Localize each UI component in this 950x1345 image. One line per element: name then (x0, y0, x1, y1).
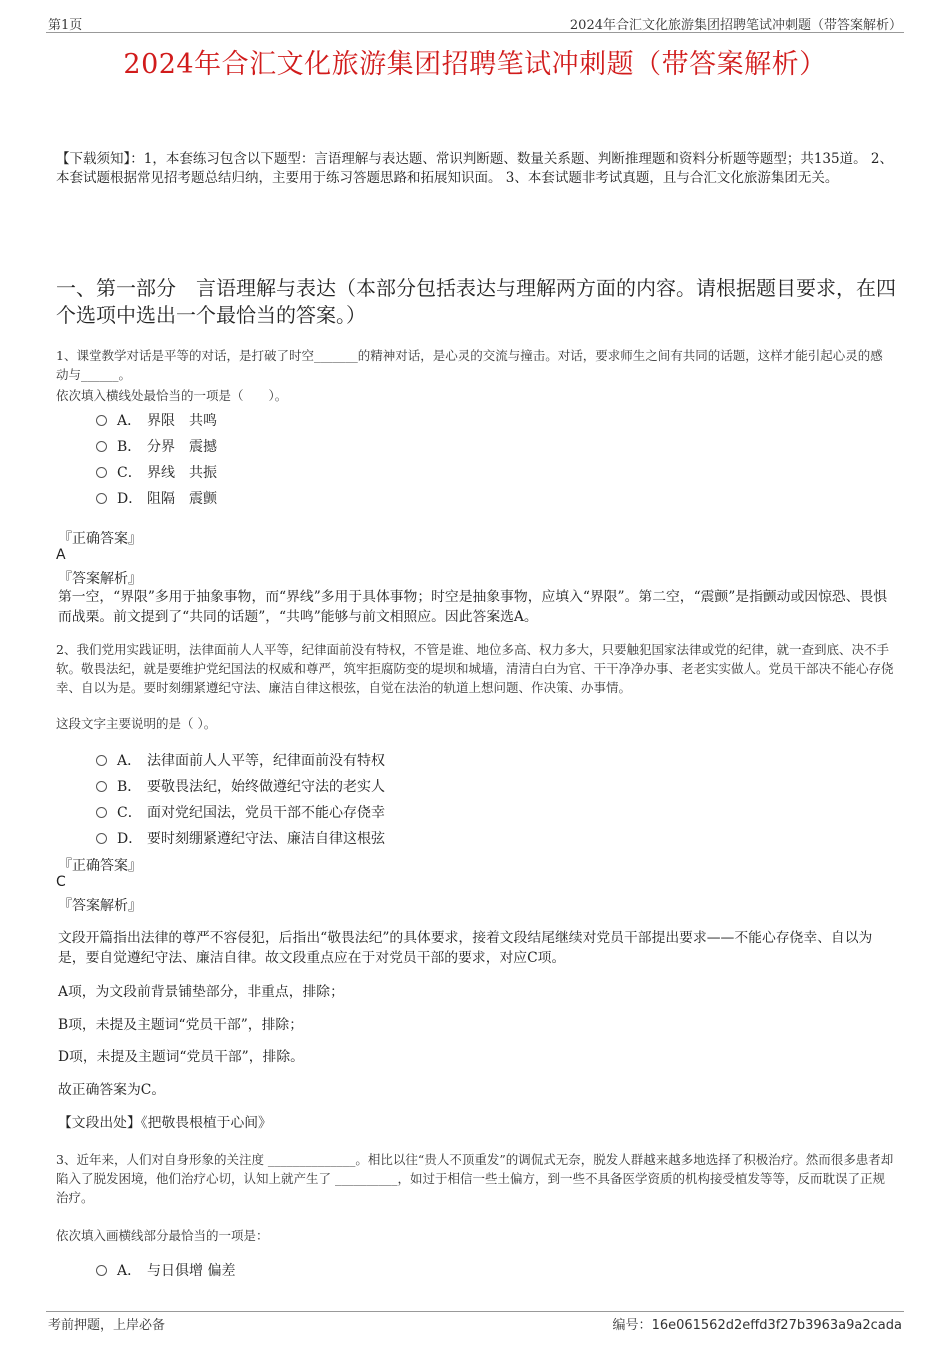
footer-code (613, 1314, 902, 1333)
q1-option-b[interactable] (96, 436, 217, 456)
option-text: 界线 共振 (147, 465, 217, 481)
option-text: 界限 共鸣 (147, 413, 217, 429)
option-letter: B． (117, 439, 142, 455)
footer-code-value: 16e061562d2effd3f27b3963a9a2cada (651, 1318, 902, 1333)
q2-analysis-line-a: A项，为文段前背景铺垫部分，非重点，排除； (58, 984, 344, 1000)
radio-icon[interactable] (96, 493, 107, 504)
option-text: 面对党纪国法，党员干部不能心存侥幸 (147, 805, 385, 821)
q1-analysis: 第一空，“界限”多用于抽象事物，而“界线”多用于具体事物；时空是抽象事物，应填入“界限”。第二空，“震颤”是指颤动或因惊恐、畏惧而战栗。前文提到了“共同的话题”，“共鸣”能够与前文相照应。因此答案选A。 (58, 589, 888, 625)
radio-icon[interactable] (96, 1265, 107, 1276)
footer-code-label: 编号： (612, 1318, 652, 1333)
q2-answer-tag: 『正确答案』 (58, 858, 142, 874)
radio-icon[interactable] (96, 467, 107, 478)
q2-stem: 2、我们党用实践证明，法律面前人人平等，纪律面前没有特权，不管是谁、地位多高、权力多大，只要触犯国家法律或党的纪律，就一查到底、决不手软。敬畏法纪，就是要维护党纪国法的权威和尊严，筑牢拒腐防变的堤坝和城墙，清清白白为官、干干净净办事、老老实实做人。党员干部决不能心存侥幸、自以为是。要时刻绷紧遵纪守法、廉洁自律这根弦，自觉在法治的轨道上想问题、作决策、办事情。 (56, 642, 894, 695)
q1-option-d[interactable] (96, 488, 217, 508)
q1-option-a[interactable] (96, 410, 217, 430)
section-heading: 一、第一部分 言语理解与表达（本部分包括表达与理解两方面的内容。请根据题目要求，在四个选项中选出一个最恰当的答案。） (56, 276, 896, 327)
header-rule (46, 32, 904, 33)
option-letter: D． (117, 491, 143, 507)
radio-icon[interactable] (96, 781, 107, 792)
q1-answer-tag: 『正确答案』 (58, 531, 142, 547)
option-letter: A． (117, 413, 142, 429)
q2-analysis-conclusion: 故正确答案为C。 (58, 1082, 166, 1098)
option-letter: B． (117, 779, 142, 795)
q2-option-d[interactable] (96, 828, 385, 848)
option-text: 阻隔 震颤 (147, 491, 217, 507)
q2-analysis-tag: 『答案解析』 (58, 898, 142, 914)
radio-icon[interactable] (96, 415, 107, 426)
radio-icon[interactable] (96, 755, 107, 766)
q1-analysis-tag: 『答案解析』 (58, 571, 142, 587)
header-doc-title: 2024年合汇文化旅游集团招聘笔试冲刺题（带答案解析） (569, 18, 902, 33)
q2-analysis-line-d: D项，未提及主题词“党员干部”，排除。 (58, 1049, 304, 1065)
radio-icon[interactable] (96, 441, 107, 452)
q1-answer: A (56, 547, 66, 563)
option-text: 分界 震撼 (147, 439, 217, 455)
q2-analysis-line-b: B项，未提及主题词“党员干部”，排除； (58, 1017, 303, 1033)
document-title: 2024年合汇文化旅游集团招聘笔试冲刺题（带答案解析） (123, 49, 827, 80)
download-notice: 【下载须知】：1，本套练习包含以下题型：言语理解与表达题、常识判断题、数量关系题、判断推理题和资料分析题等题型；共135道。 2、本套试题根据常见招考题总结归纳，主要用于练习答题思路和拓展知识面。 3、本套试题非考试真题，且与合汇文化旅游集团无关。 (56, 151, 893, 186)
radio-icon[interactable] (96, 807, 107, 818)
radio-icon[interactable] (96, 833, 107, 844)
option-text: 与日俱增 偏差 (147, 1263, 236, 1279)
q2-source: 【文段出处】《把敬畏根植于心间》 (58, 1115, 272, 1131)
option-text: 要时刻绷紧遵纪守法、廉洁自律这根弦 (147, 831, 385, 847)
option-letter: C． (117, 465, 142, 481)
option-letter: D． (117, 831, 143, 847)
q2-option-c[interactable] (96, 802, 385, 822)
q1-prompt: 依次填入横线处最恰当的一项是（ ）。 (56, 388, 288, 403)
q2-analysis: 文段开篇指出法律的尊严不容侵犯，后指出“敬畏法纪”的具体要求，接着文段结尾继续对党员干部提出要求——不能心存侥幸、自以为是，要自觉遵纪守法、廉洁自律。故文段重点应在于对党员干部的要求，对应C项。 (58, 930, 873, 966)
option-text: 要敬畏法纪，始终做遵纪守法的老实人 (147, 779, 385, 795)
option-letter: C． (117, 805, 142, 821)
q3-stem: 3、近年来，人们对自身形象的关注度 ______________。相比以往“贵人不顶重发”的调侃式无奈，脱发人群越来越多地选择了积极治疗。然而很多患者却陷入了脱发困境，他们治疗心切，认知上就产生了 __________，如过于相信一些土偏方，到一些不具备医学资质的机构接受植发等等，反而耽误了正规治疗。 (56, 1152, 894, 1205)
q1-stem: 1、课堂教学对话是平等的对话，是打破了时空_______的精神对话，是心灵的交流与撞击。对话，要求师生之间有共同的话题，这样才能引起心灵的感动与______。 (56, 348, 883, 382)
option-letter: A． (117, 1263, 142, 1279)
q3-prompt: 依次填入画横线部分最恰当的一项是： (56, 1228, 269, 1243)
q1-option-c[interactable] (96, 462, 217, 482)
header-page-number: 第1页 (48, 18, 83, 33)
q2-answer: C (56, 874, 66, 890)
q2-option-b[interactable] (96, 776, 385, 796)
footer-rule (46, 1311, 904, 1312)
q2-prompt: 这段文字主要说明的是（ ）。 (56, 716, 217, 731)
footer-slogan: 考前押题，上岸必备 (48, 1318, 166, 1333)
option-letter: A． (117, 753, 142, 769)
q2-option-a[interactable] (96, 750, 385, 770)
q3-option-a[interactable] (96, 1260, 235, 1280)
option-text: 法律面前人人平等，纪律面前没有特权 (147, 753, 385, 769)
